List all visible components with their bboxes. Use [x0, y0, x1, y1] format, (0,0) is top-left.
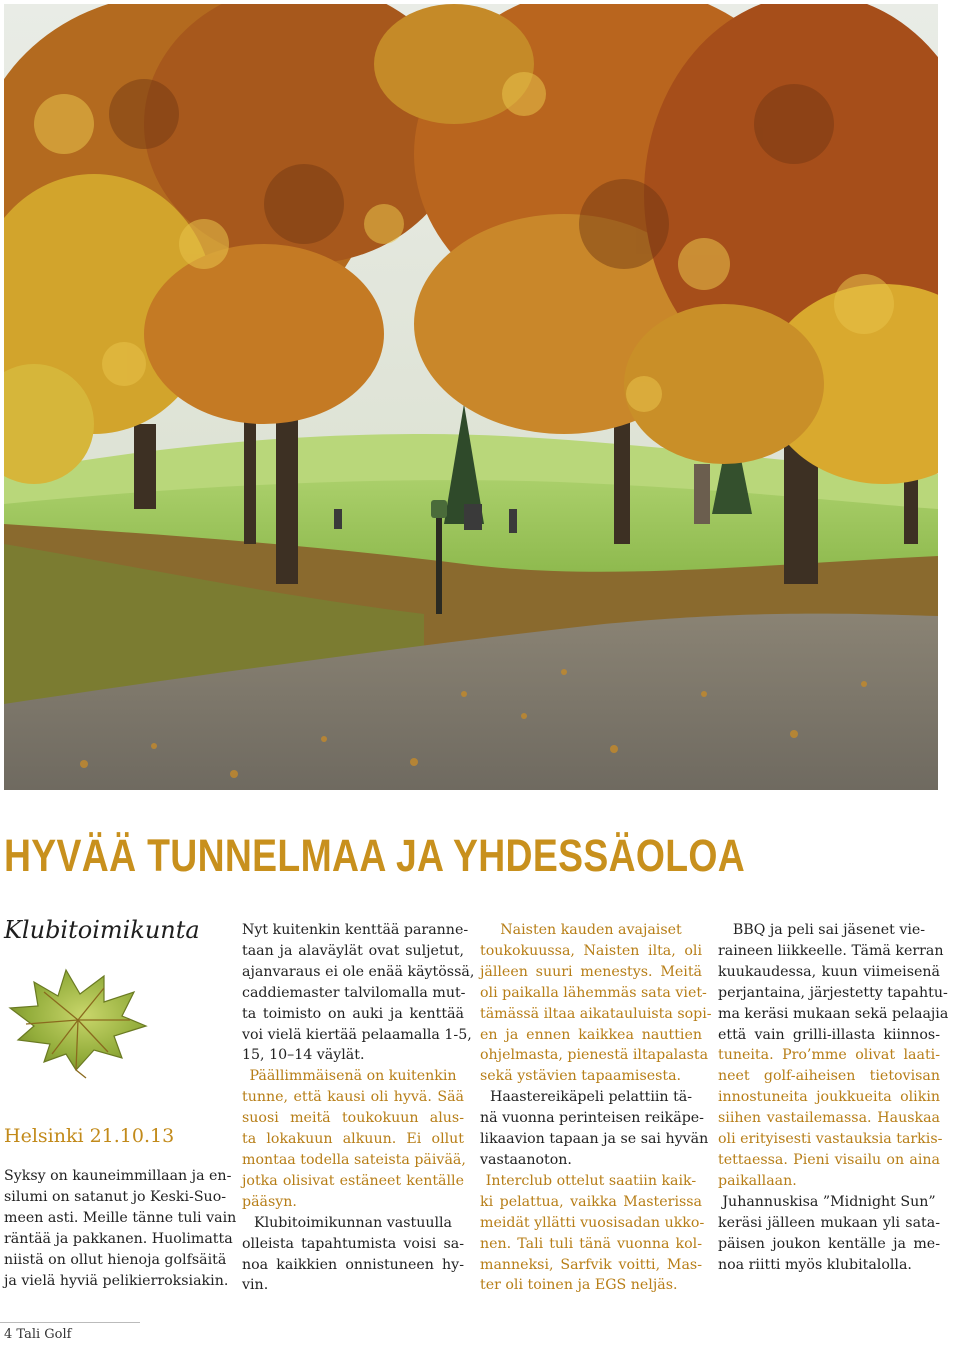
article-headline: HYVÄÄ TUNNELMAA JA YHDESSÄOLOA	[4, 830, 746, 881]
column-3-line: nä vuonna perinteisen reikäpe-	[480, 1110, 704, 1127]
page-folio: 4 Tali Golf	[4, 1327, 72, 1342]
column-4-line: BBQ ja peli sai jäsenet vie-	[732, 922, 926, 938]
column-4-line: perjantaina, järjestetty tapahtu-	[718, 984, 948, 1001]
column-3-line: sekä ystävien tapaamisesta.	[480, 1068, 682, 1085]
column-4-line: neet golf-aiheisen tietovisan	[718, 1068, 940, 1085]
column-3-line: jälleen suuri menestys. Meitä	[480, 963, 702, 980]
column-2-line: suosi meitä toukokuun alus-	[242, 1110, 464, 1127]
maple-leaf-icon	[4, 962, 150, 1080]
column-2-line: Klubitoimikunnan vastuulla	[253, 1214, 453, 1231]
column-2-line: pääsyn.	[242, 1193, 297, 1210]
column-4-line: noa riitti myös klubitalolla.	[718, 1256, 912, 1273]
column-3-line: en ja ennen kaikkea nauttien	[480, 1026, 702, 1043]
column-2-line: Päällimmäisenä on kuitenkin	[249, 1068, 457, 1085]
column-4-line: päisen joukon kentälle ja me-	[718, 1235, 940, 1252]
column-4-line: innostuneita joukkueita olikin	[718, 1089, 940, 1106]
column-2-line: caddiemaster talvilomalla mut-	[242, 984, 466, 1001]
column-3-line: Naisten kauden avajaiset	[500, 922, 682, 938]
column-1-line: silumi on satanut jo Keski-Suo-	[4, 1188, 227, 1205]
column-2-line: ajanvaraus ei ole enää käytössä,	[242, 963, 475, 980]
column-2-line: 15, 10–14 väylät.	[242, 1047, 365, 1064]
column-1-line: meen asti. Meille tänne tuli vain	[4, 1209, 237, 1226]
column-3-line: likaavion tapaan ja se sai hyvän	[480, 1131, 709, 1148]
column-2-text	[242, 920, 475, 1296]
column-3-line: nen. Tali tuli tänä vuonna kol-	[480, 1235, 702, 1252]
column-4-line: paikallaan.	[718, 1172, 797, 1189]
column-4-text	[718, 920, 949, 1275]
column-2-line: noa kaikkien onnistuneen hy-	[242, 1256, 464, 1273]
dateline: Helsinki 21.10.13	[4, 1125, 175, 1147]
column-2-line: voi vielä kiertää pelaamalla 1-5,	[242, 1026, 472, 1043]
column-3-line: toukokuussa, Naisten ilta, oli	[480, 942, 702, 959]
column-1-line: niistä on ollut hienoja golfsäitä	[4, 1251, 227, 1268]
column-2-line: Nyt kuitenkin kenttää paranne-	[242, 922, 469, 938]
footer-divider	[0, 1322, 140, 1323]
column-2-line: jotka olisivat estäneet kentälle	[242, 1172, 464, 1189]
column-4-line: kuukaudessa, kuun viimeisenä	[718, 963, 940, 980]
column-3-line: tämässä iltaa aikatauluista sopi-	[480, 1005, 712, 1022]
column-1-line: ja vielä hyviä pelikierroksiakin.	[4, 1272, 229, 1289]
column-4-line: siihen vastailemassa. Hauskaa	[718, 1110, 940, 1127]
column-4-line: tuneita. Pro’mme olivat laati-	[718, 1047, 940, 1064]
column-3-line: Interclub ottelut saatiin kaik-	[485, 1172, 697, 1189]
column-1-line: räntää ja pakkanen. Huolimatta	[4, 1230, 233, 1247]
column-3-line: vastaanoton.	[480, 1151, 572, 1168]
autumn-golf-course-photo	[4, 4, 938, 790]
column-3-line: ki pelattua, vaikka Masterissa	[480, 1193, 702, 1210]
column-3-line: ter oli toinen ja EGS neljäs.	[480, 1277, 678, 1294]
column-2-line: montaa todella sateista päivää,	[242, 1151, 466, 1168]
column-1-text	[4, 1166, 237, 1291]
column-3-line: ohjelmasta, pienestä iltapalasta	[480, 1047, 709, 1064]
column-2-line: taan ja alaväylät ovat suljetut,	[242, 942, 464, 959]
column-4-line: raineen liikkeelle. Tämä kerran	[718, 942, 944, 959]
column-4-line: oli erityisesti vastauksia tarkis-	[718, 1131, 943, 1148]
column-3-line: oli paikalla lähemmäs sata viet-	[480, 984, 707, 1001]
column-4-line: keräsi jälleen mukaan yli sata-	[718, 1214, 940, 1231]
column-4-line: että vain grilli-illasta kiinnos-	[718, 1026, 940, 1043]
column-2-line: tunne, että kausi oli hyvä. Sää	[242, 1089, 464, 1106]
column-2-line: olleista tapahtumista voisi sa-	[242, 1235, 464, 1252]
column-2-line: ta lokakuun alkuun. Ei ollut	[242, 1131, 464, 1148]
column-4-line: tettaessa. Pieni visailu on aina	[718, 1151, 940, 1168]
section-title: Klubitoimikunta	[4, 916, 200, 944]
column-4-line: ma keräsi mukaan sekä pelaajia	[718, 1005, 949, 1022]
column-3-line: manneksi, Sarfvik voitti, Mas-	[480, 1256, 702, 1273]
column-3-line: meidät yllätti vuosisadan ukko-	[480, 1214, 705, 1231]
column-2-line: vin.	[242, 1277, 269, 1294]
column-3-text	[480, 920, 712, 1296]
column-2-line: ta toimisto on auki ja kenttää	[242, 1005, 464, 1022]
column-3-line: Haastereikäpeli pelattiin tä-	[489, 1089, 693, 1106]
column-4-line: Juhannuskisa ”Midnight Sun”	[722, 1193, 936, 1210]
column-1-line: Syksy on kauneimmillaan ja en-	[4, 1168, 232, 1184]
